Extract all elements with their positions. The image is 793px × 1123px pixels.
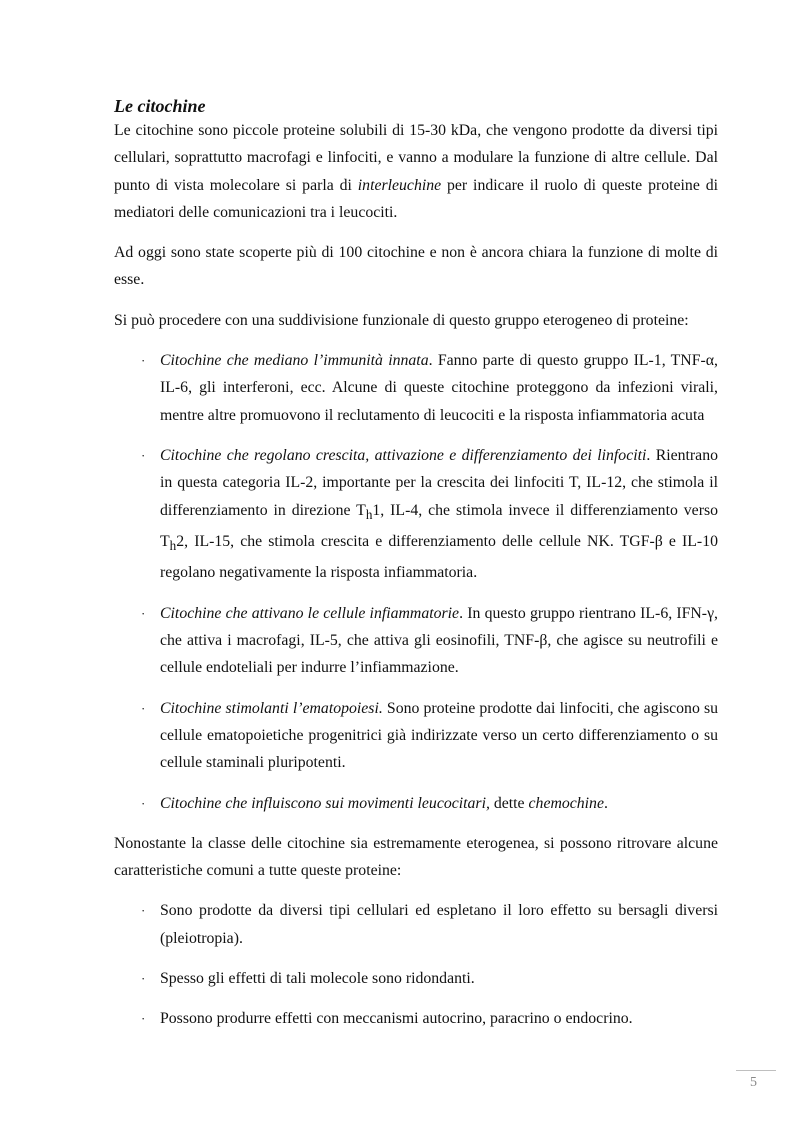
- list-item: · Sono prodotte da diversi tipi cellulari ed espletano il loro effetto su bersagli diversi (pleiotropia).: [114, 897, 718, 952]
- interleuchine-term: interleuchine: [357, 176, 442, 194]
- list-item: · Citochine che attivano le cellule infiammatorie. In questo gruppo rientrano IL-6, IFN-γ, che attiva i macrofagi, IL-5, che attiva gli eosinofili, TNF-β, che agisce su neutrofili e cellule endoteliali per indurre l’infiammazione.: [114, 600, 718, 682]
- list-item: · Citochine che regolano crescita, attivazione e differenziamento dei linfociti. Rientrano in questa categoria IL-2, importante per la crescita dei linfociti T, IL-12, che stimola il differenziamento in direzione $T_h1$, IL-4, che stimola invece il differenziamento verso $T_h2$, IL-15, che stimola crescita e differenziamento delle cellule NK. TGF-β e IL-10 regolano negativamente la risposta infiammatoria.: [114, 442, 718, 587]
- classification-intro: Si può procedere con una suddivisione funzionale di questo gruppo eterogeneo di proteine:: [114, 311, 689, 329]
- bullet-icon: ·: [141, 447, 146, 463]
- category-list: [114, 347, 718, 817]
- bullet-icon: ·: [141, 795, 146, 811]
- list-item: · Citochine che mediano l’immunità innata. Fanno parte di questo gruppo IL-1, TNF-α, IL-6, gli interferoni, ecc. Alcune di queste citochine proteggono da infezioni virali, mentre altre promuovono il reclutamento di leucociti e la risposta infiammatoria acuta: [114, 347, 718, 429]
- page-content: [114, 95, 718, 1033]
- discovery-paragraph: Ad oggi sono state scoperte più di 100 citochine e non è ancora chiara la funzione di molte di esse.: [114, 244, 718, 289]
- bullet-icon: ·: [141, 353, 146, 369]
- bullet-icon: ·: [141, 700, 146, 716]
- bullet-icon: ·: [141, 971, 146, 987]
- list-item: · Possono produrre effetti con meccanismi autocrino, paracrino o endocrino.: [114, 1005, 718, 1032]
- features-intro: Nonostante la classe delle citochine sia estremamente eterogenea, si possono ritrovare alcune caratteristiche comuni a tutte queste proteine:: [114, 834, 718, 880]
- intro-paragraph: Le citochine sono piccole proteine solubili di 15-30 kDa, che vengono prodotte da diversi tipi cellulari, soprattutto macrofagi e linfociti, e vanno a modulare la funzione di altre cellule. Dal punto di vista molecolare si parla di interleuchine per indicare il ruolo di queste proteine di mediatori delle comunicazioni tra i leucociti.: [114, 122, 718, 221]
- list-item: · Citochine stimolanti l’ematopoiesi. Sono proteine prodotte dai linfociti, che agiscono su cellule ematopoietiche progenitrici già indirizzate verso un certo differenziamento o su cellule staminali pluripotenti.: [114, 695, 718, 777]
- footer-divider: [736, 1070, 776, 1071]
- bullet-icon: ·: [141, 903, 146, 919]
- list-item: · Citochine che influiscono sui movimenti leucocitari, dette chemochine.: [114, 790, 718, 817]
- feature-list: [114, 897, 718, 1032]
- page-number: 5: [750, 1075, 757, 1090]
- list-item: · Spesso gli effetti di tali molecole sono ridondanti.: [114, 965, 718, 992]
- section-title: Le citochine: [114, 96, 206, 116]
- bullet-icon: ·: [141, 1011, 146, 1027]
- bullet-icon: ·: [141, 605, 146, 621]
